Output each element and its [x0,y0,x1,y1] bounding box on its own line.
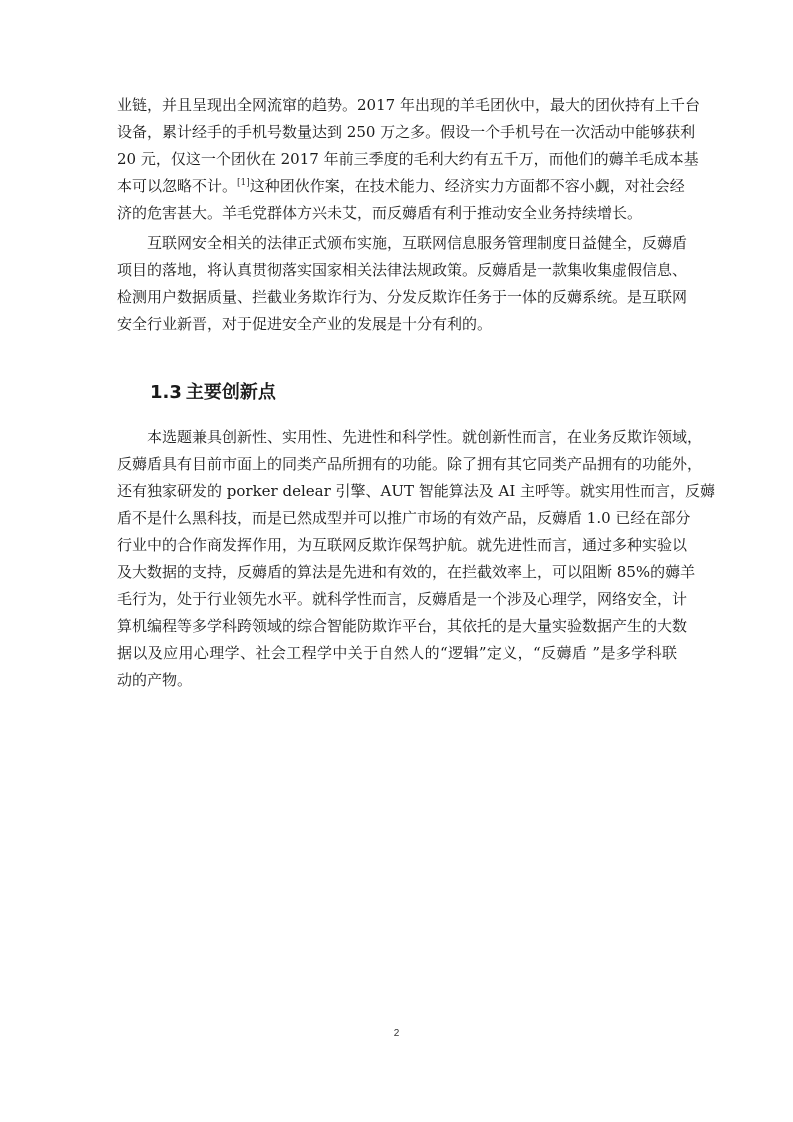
paragraph-3-line-2: 反薅盾具有目前市面上的同类产品所拥有的功能。除了拥有其它同类产品拥有的功能外， [117,455,703,473]
section-number: 1.3 [150,382,182,403]
paragraph-3-line-6: 及大数据的支持，反薅盾的算法是先进和有效的，在拦截效率上，可以阻断 85%的薅羊 [117,563,696,581]
paragraph-1-line-2: 设备，累计经手的手机号数量达到 250 万之多。假设一个手机号在一次活动中能够获利 [117,123,696,141]
paragraph-3-line-5: 行业中的合作商发挥作用，为互联网反欺诈保驾护航。就先进性而言，通过多种实验以 [117,536,688,554]
paragraph-3-line-9: 据以及应用心理学、社会工程学中关于自然人的“逻辑”定义，“反薅盾 ”是多学科联 [117,644,677,662]
paragraph-1-line-1: 业链，并且呈现出全网流窜的趋势。2017 年出现的羊毛团伙中，最大的团伙持有上千台 [117,96,700,114]
paragraph-2-line-2: 项目的落地，将认真贯彻落实国家相关法律法规政策。反薅盾是一款集收集虚假信息、 [117,261,688,279]
paragraph-1-line-5: 济的危害甚大。羊毛党群体方兴未艾，而反薅盾有利于推动安全业务持续增长。 [117,204,643,222]
section-title: 主要创新点 [185,382,276,403]
paragraph-2-line-3: 检测用户数据质量、拦截业务欺诈行为、分发反欺诈任务于一体的反薅系统。是互联网 [117,288,688,306]
citation-reference[interactable]: [1] [237,178,250,188]
paragraph-3-line-10: 动的产物。 [117,671,193,689]
paragraph-3-line-4: 盾不是什么黑科技，而是已然成型并可以推广市场的有效产品，反薅盾 1.0 已经在部分 [117,509,691,527]
paragraph-3-line-3: 还有独家研发的 porker delear 引擎、AUT 智能算法及 AI 主呼等。就实用性而言，反薅 [117,482,716,500]
paragraph-2-line-1: 互联网安全相关的法律正式颁布实施，互联网信息服务管理制度日益健全，反薅盾 [147,234,688,252]
paragraph-1-line-4-text: 本可以忽略不计。 [117,177,238,195]
paragraph-2-line-4: 安全行业新晋，对于促进安全产业的发展是十分有利的。 [117,315,493,333]
paragraph-3-line-8: 算机编程等多学科跨领域的综合智能防欺诈平台，其依托的是大量实验数据产生的大数 [117,617,688,635]
paragraph-1-line-3: 20 元，仅这一个团伙在 2017 年前三季度的毛利大约有五千万，而他们的薅羊毛成本基 [117,150,699,168]
page-number: 2 [393,1028,400,1039]
section-heading [150,380,276,406]
paragraph-1-line-4 [117,173,685,200]
paragraph-1-line-4-continued: 这种团伙作案，在技术能力、经济实力方面都不容小觑，对社会经 [249,177,685,195]
paragraph-3-line-7: 毛行为，处于行业领先水平。就科学性而言，反薅盾是一个涉及心理学，网络安全，计 [117,590,688,608]
paragraph-3-line-1: 本选题兼具创新性、实用性、先进性和科学性。就创新性而言，在业务反欺诈领域， [147,428,703,446]
